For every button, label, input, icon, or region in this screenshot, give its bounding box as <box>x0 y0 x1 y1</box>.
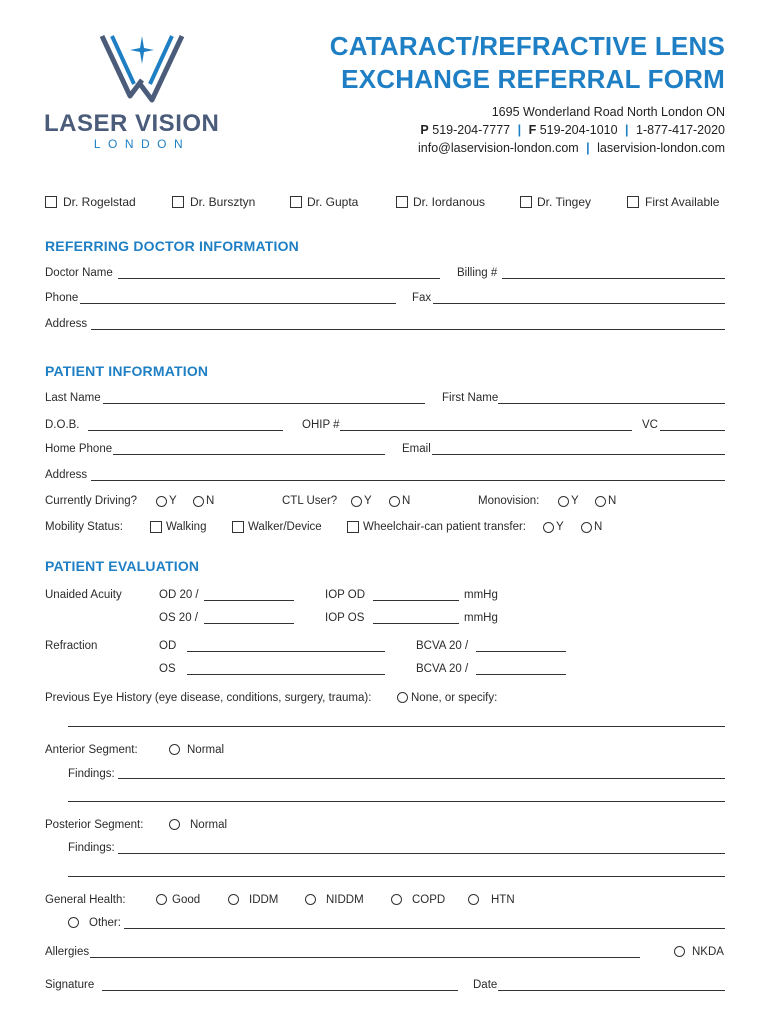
dob-label: D.O.B. <box>45 419 80 431</box>
driving-label: Currently Driving? <box>45 495 138 507</box>
clinic-phones <box>418 121 725 139</box>
refraction-os-field[interactable] <box>187 674 385 675</box>
first-name-label: First Name <box>442 392 499 404</box>
ohip-label: OHIP # <box>302 419 340 431</box>
iop-os-field[interactable] <box>373 623 459 624</box>
other-radio[interactable] <box>68 917 79 928</box>
doctor-label: Dr. Iordanous <box>413 195 486 209</box>
doctor-fax-field[interactable] <box>433 303 725 304</box>
copd-radio[interactable] <box>391 894 402 905</box>
walking-label: Walking <box>166 521 207 533</box>
no-label: N <box>206 495 215 507</box>
ctl-no-radio[interactable] <box>389 496 400 507</box>
form-title-line2: EXCHANGE REFERRAL FORM <box>341 64 725 94</box>
walker-label: Walker/Device <box>248 521 322 533</box>
billing-label: Billing # <box>457 267 498 279</box>
clinic-email: info@laservision-london.com <box>418 141 579 155</box>
form-title-line1: CATARACT/REFRACTIVE LENS <box>329 31 725 61</box>
refraction-label: Refraction <box>45 640 98 652</box>
doctor-checkbox-rogelstad[interactable] <box>45 196 57 208</box>
monovision-label: Monovision: <box>478 495 540 507</box>
normal-label: Normal <box>190 819 228 831</box>
yes-label: Y <box>556 521 564 533</box>
unaided-od-field[interactable] <box>204 600 294 601</box>
allergies-field[interactable] <box>90 957 640 958</box>
niddm-label: NIDDM <box>326 894 364 906</box>
form-title <box>330 30 725 96</box>
anterior-label: Anterior Segment: <box>45 744 138 756</box>
first-name-field[interactable] <box>498 403 725 404</box>
date-field[interactable] <box>498 990 725 991</box>
driving-no-radio[interactable] <box>193 496 204 507</box>
nkda-label: NKDA <box>692 946 724 958</box>
doctor-checkbox-bursztyn[interactable] <box>172 196 184 208</box>
yes-label: Y <box>364 495 372 507</box>
dob-field[interactable] <box>88 430 283 431</box>
no-label: N <box>594 521 603 533</box>
logo-name: LASER VISION <box>44 110 220 137</box>
last-name-label: Last Name <box>45 392 101 404</box>
patient-email-label: Email <box>402 443 431 455</box>
laser-vision-logo-icon <box>100 34 184 106</box>
unaided-os-field[interactable] <box>204 623 294 624</box>
anterior-normal-radio[interactable] <box>169 744 180 755</box>
clinic-address: 1695 Wonderland Road North London ON <box>491 105 725 119</box>
iop-od-label: IOP OD <box>325 589 366 601</box>
mmhg-label: mmHg <box>464 612 498 624</box>
transfer-no-radio[interactable] <box>581 522 592 533</box>
signature-field[interactable] <box>102 990 458 991</box>
anterior-findings-field[interactable] <box>118 778 725 779</box>
doctor-checkbox-gupta[interactable] <box>290 196 302 208</box>
doctor-name-label: Doctor Name <box>45 267 113 279</box>
vc-label: VC <box>642 419 658 431</box>
no-label: N <box>608 495 617 507</box>
logo-subtitle: LONDON <box>93 137 191 151</box>
phone-number: 519-204-7777 <box>432 123 511 137</box>
separator: | <box>517 123 522 137</box>
doctor-address-field[interactable] <box>91 329 725 330</box>
yes-label: Y <box>571 495 579 507</box>
nkda-radio[interactable] <box>674 946 685 957</box>
section-heading-evaluation: PATIENT EVALUATION <box>45 558 200 574</box>
monovision-no-radio[interactable] <box>595 496 606 507</box>
iddm-label: IDDM <box>249 894 279 906</box>
walking-checkbox[interactable] <box>150 521 162 533</box>
phone-prefix: P <box>420 123 429 137</box>
refraction-od-field[interactable] <box>187 651 385 652</box>
contact-block <box>418 103 725 157</box>
section-heading-patient: PATIENT INFORMATION <box>45 363 209 379</box>
posterior-label: Posterior Segment: <box>45 819 144 831</box>
ohip-field[interactable] <box>340 430 632 431</box>
last-name-field[interactable] <box>103 403 425 404</box>
eye-history-field[interactable] <box>68 726 725 727</box>
iop-od-field[interactable] <box>373 600 459 601</box>
doctor-phone-label: Phone <box>45 292 79 304</box>
doctor-name-field[interactable] <box>118 278 440 279</box>
clinic-website: laservision-london.com <box>597 141 725 155</box>
bcva-od-field[interactable] <box>476 651 566 652</box>
mobility-label: Mobility Status: <box>45 521 123 533</box>
bcva-os-field[interactable] <box>476 674 566 675</box>
patient-email-field[interactable] <box>432 454 725 455</box>
os20-label: OS 20 / <box>159 612 198 624</box>
date-label: Date <box>473 979 498 991</box>
posterior-normal-radio[interactable] <box>169 819 180 830</box>
doctor-label: First Available <box>645 195 720 209</box>
wheelchair-label: Wheelchair-can patient transfer: <box>363 521 526 533</box>
doctor-checkbox-first-available[interactable] <box>627 196 639 208</box>
fax-prefix: F <box>528 123 537 137</box>
bcva-od-label: BCVA 20 / <box>416 640 469 652</box>
separator: | <box>625 123 629 137</box>
fax-number: 519-204-1010 <box>539 123 618 137</box>
mmhg-label: mmHg <box>464 589 498 601</box>
niddm-radio[interactable] <box>305 894 316 905</box>
home-phone-field[interactable] <box>113 454 385 455</box>
allergies-label: Allergies <box>45 946 90 958</box>
ctl-label: CTL User? <box>282 495 338 507</box>
separator: | <box>586 141 590 155</box>
doctor-phone-field[interactable] <box>80 303 396 304</box>
good-label: Good <box>172 894 201 906</box>
refraction-os-label: OS <box>159 663 176 675</box>
od20-label: OD 20 / <box>159 589 199 601</box>
monovision-yes-radio[interactable] <box>558 496 569 507</box>
bcva-os-label: BCVA 20 / <box>416 663 469 675</box>
other-label: Other: <box>89 917 121 929</box>
clinic-online <box>418 139 725 157</box>
findings-label: Findings: <box>68 768 115 780</box>
section-heading-referring: REFERRING DOCTOR INFORMATION <box>45 238 299 254</box>
doctor-checkbox-iordanous[interactable] <box>396 196 408 208</box>
eye-history-label: Previous Eye History (eye disease, conditions, surgery, trauma): <box>45 692 372 704</box>
walker-checkbox[interactable] <box>232 521 244 533</box>
doctor-fax-label: Fax <box>412 292 432 304</box>
other-field[interactable] <box>124 928 725 929</box>
wheelchair-checkbox[interactable] <box>347 521 359 533</box>
good-radio[interactable] <box>156 894 167 905</box>
posterior-findings-field[interactable] <box>118 853 725 854</box>
doctor-checkbox-tingey[interactable] <box>520 196 532 208</box>
iop-os-label: IOP OS <box>325 612 365 624</box>
posterior-findings-field-2[interactable] <box>68 876 725 877</box>
transfer-yes-radio[interactable] <box>543 522 554 533</box>
anterior-findings-field-2[interactable] <box>68 801 725 802</box>
copd-label: COPD <box>412 894 446 906</box>
doctor-label: Dr. Rogelstad <box>63 195 136 209</box>
none-specify-label: None, or specify: <box>411 692 498 704</box>
htn-radio[interactable] <box>468 894 479 905</box>
doctor-label: Dr. Bursztyn <box>190 195 256 209</box>
normal-label: Normal <box>187 744 225 756</box>
doctor-label: Dr. Gupta <box>307 195 359 209</box>
findings-label: Findings: <box>68 842 115 854</box>
driving-yes-radio[interactable] <box>156 496 167 507</box>
home-phone-label: Home Phone <box>45 443 113 455</box>
ctl-yes-radio[interactable] <box>351 496 362 507</box>
patient-address-field[interactable] <box>91 480 725 481</box>
billing-field[interactable] <box>502 278 725 279</box>
doctor-address-label: Address <box>45 318 88 330</box>
vc-field[interactable] <box>660 430 725 431</box>
history-none-radio[interactable] <box>397 692 408 703</box>
unaided-acuity-label: Unaided Acuity <box>45 589 122 601</box>
htn-label: HTN <box>491 894 515 906</box>
doctor-label: Dr. Tingey <box>537 195 592 209</box>
no-label: N <box>402 495 411 507</box>
general-health-label: General Health: <box>45 894 126 906</box>
yes-label: Y <box>169 495 177 507</box>
patient-address-label: Address <box>45 469 88 481</box>
signature-label: Signature <box>45 979 95 991</box>
tollfree-number: 1-877-417-2020 <box>636 123 725 137</box>
iddm-radio[interactable] <box>228 894 239 905</box>
refraction-od-label: OD <box>159 640 177 652</box>
